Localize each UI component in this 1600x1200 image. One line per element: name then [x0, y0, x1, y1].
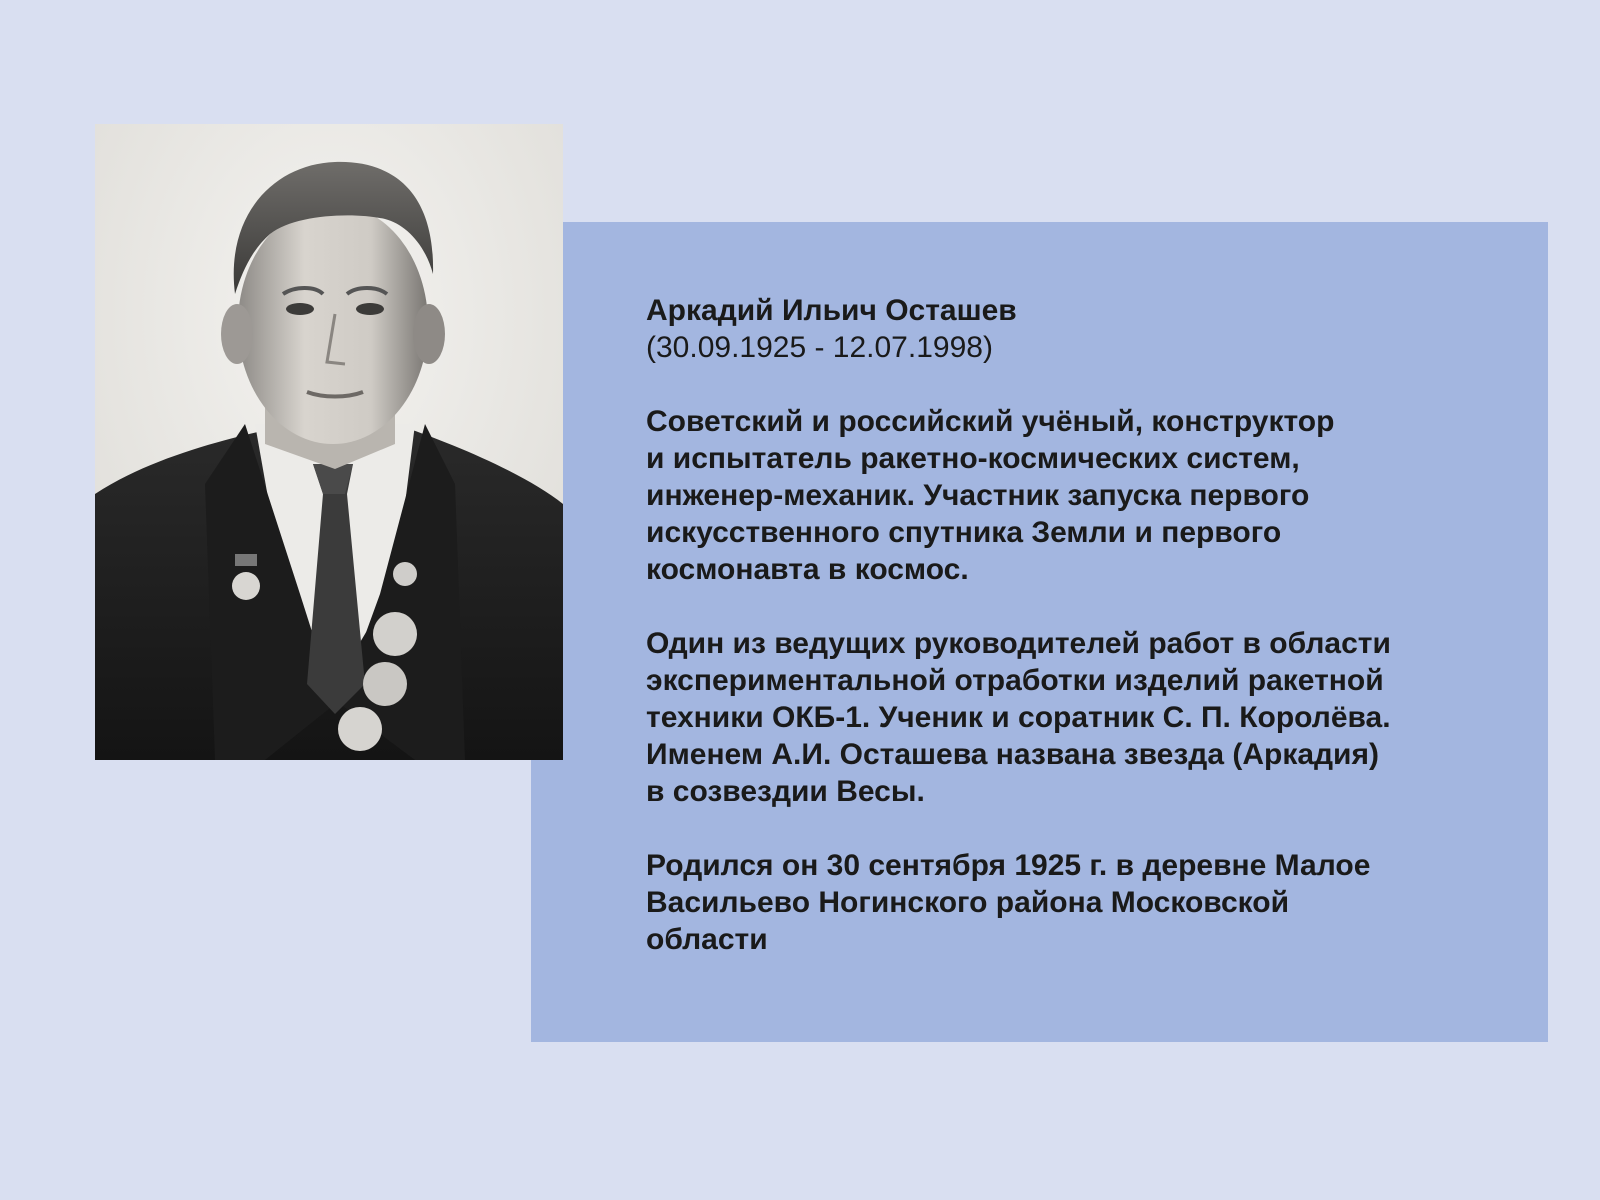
paragraph-line: инженер-механик. Участник запуска первого — [646, 479, 1310, 512]
paragraph-line: области — [646, 923, 768, 956]
paragraph-line: и испытатель ракетно-космических систем, — [646, 442, 1300, 475]
paragraph-line: Советский и российский учёный, конструктор — [646, 405, 1335, 438]
paragraph-birth — [646, 847, 1446, 958]
paragraph-line: космонавта в космос. — [646, 553, 969, 586]
paragraph-line: техники ОКБ-1. Ученик и соратник С. П. Королёва. — [646, 701, 1391, 734]
paragraph-line: Один из ведущих руководителей работ в области — [646, 627, 1391, 660]
paragraph-line: искусственного спутника Земли и первого — [646, 516, 1282, 549]
paragraph-line: в созвездии Весы. — [646, 775, 925, 808]
paragraph-line: Васильево Ногинского района Московской — [646, 886, 1290, 919]
paragraph-line: Родился он 30 сентября 1925 г. в деревне Малое — [646, 849, 1371, 882]
paragraph-career — [646, 403, 1446, 588]
paragraph-line: экспериментальной отработки изделий ракетной — [646, 664, 1384, 697]
life-dates: (30.09.1925 - 12.07.1998) — [646, 331, 993, 364]
person-name: Аркадий Ильич Осташев — [646, 294, 1017, 327]
biography-text — [646, 292, 1446, 958]
portrait-photo-icon — [95, 124, 563, 760]
paragraph-line: Именем А.И. Осташева названа звезда (Аркадия) — [646, 738, 1379, 771]
paragraph-achievements — [646, 625, 1446, 810]
